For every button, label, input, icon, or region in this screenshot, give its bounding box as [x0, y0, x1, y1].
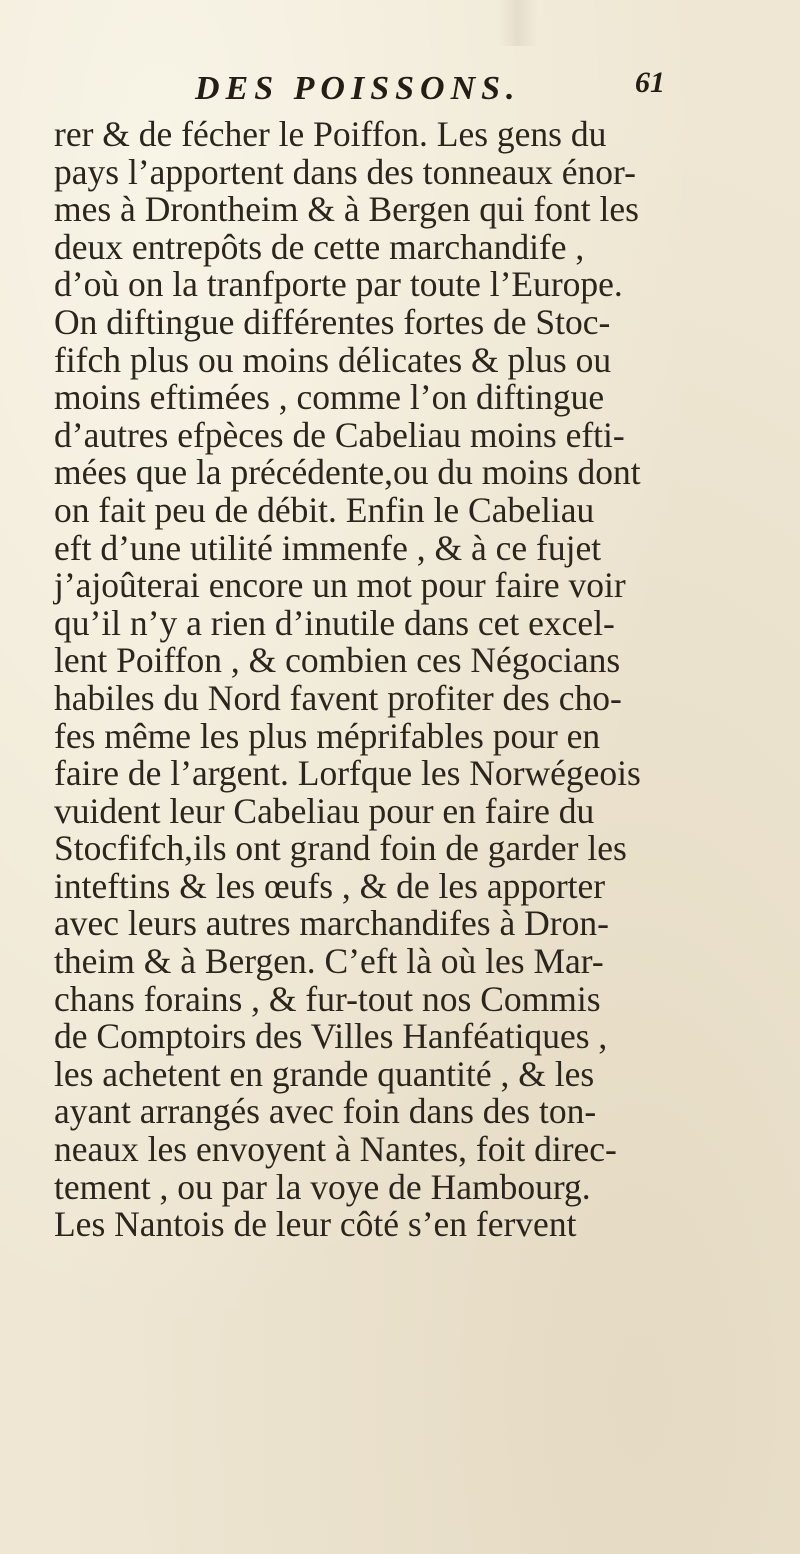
text-line: d’où on la tranfporte par toute l’Europe.: [54, 264, 623, 305]
text-line: mes à Drontheim & à Bergen qui font les: [54, 189, 639, 230]
running-head: DES POISSONS.: [195, 70, 521, 107]
text-line: rer & de fécher le Poiffon. Les gens du: [54, 114, 607, 154]
text-line: Stocfifch,ils ont grand foin de garder les: [54, 828, 627, 869]
text-line: eft d’une utilité immenfe , & à ce fujet: [54, 527, 602, 568]
page-header: [195, 66, 665, 120]
body-text: [54, 116, 798, 1244]
text-line: ayant arrangés avec foin dans des ton-: [54, 1091, 597, 1132]
text-line: chans forains , & fur-tout nos Commis: [54, 978, 601, 1019]
text-line: les achetent en grande quantité , & les: [54, 1053, 595, 1094]
text-line: qu’il n’y a rien d’inutile dans cet excel-: [54, 602, 615, 643]
text-line: fifch plus ou moins délicates & plus ou: [54, 339, 612, 380]
text-line: fes même les plus méprifables pour en: [54, 715, 601, 756]
text-line: theim & à Bergen. C’eft là où les Mar-: [54, 941, 604, 982]
text-line: On diftingue différentes fortes de Stoc-: [54, 301, 611, 342]
text-line: j’ajoûterai encore un mot pour faire voir: [54, 565, 626, 606]
text-line: neaux les envoyent à Nantes, foit direc-: [54, 1129, 617, 1170]
text-line: pays l’apportent dans des tonneaux énor-: [54, 151, 636, 192]
text-line: mées que la précédente,ou du moins dont: [54, 452, 641, 493]
text-line: lent Poiffon , & combien ces Négocians: [54, 640, 621, 681]
text-line: avec leurs autres marchandifes à Dron-: [54, 903, 609, 944]
text-line: vuident leur Cabeliau pour en faire du: [54, 790, 595, 831]
text-line: d’autres efpèces de Cabeliau moins efti-: [54, 414, 625, 455]
text-line: on fait peu de débit. Enfin le Cabeliau: [54, 489, 595, 530]
text-line: deux entrepôts de cette marchandife ,: [54, 226, 585, 267]
page-fold-shadow: [498, 0, 538, 46]
text-line: tement , ou par la voye de Hambourg.: [54, 1166, 591, 1207]
text-line: moins eftimées , comme l’on diftingue: [54, 377, 605, 418]
page-number: 61: [635, 66, 665, 99]
text-line: habiles du Nord favent profiter des cho-: [54, 677, 622, 718]
text-line: de Comptoirs des Villes Hanféatiques ,: [54, 1016, 608, 1057]
text-line: inteftins & les œufs , & de les apporter: [54, 865, 606, 906]
text-line: Les Nantois de leur côté s’en fervent: [54, 1204, 577, 1245]
text-line: faire de l’argent. Lorfque les Norwégeois: [54, 753, 641, 794]
